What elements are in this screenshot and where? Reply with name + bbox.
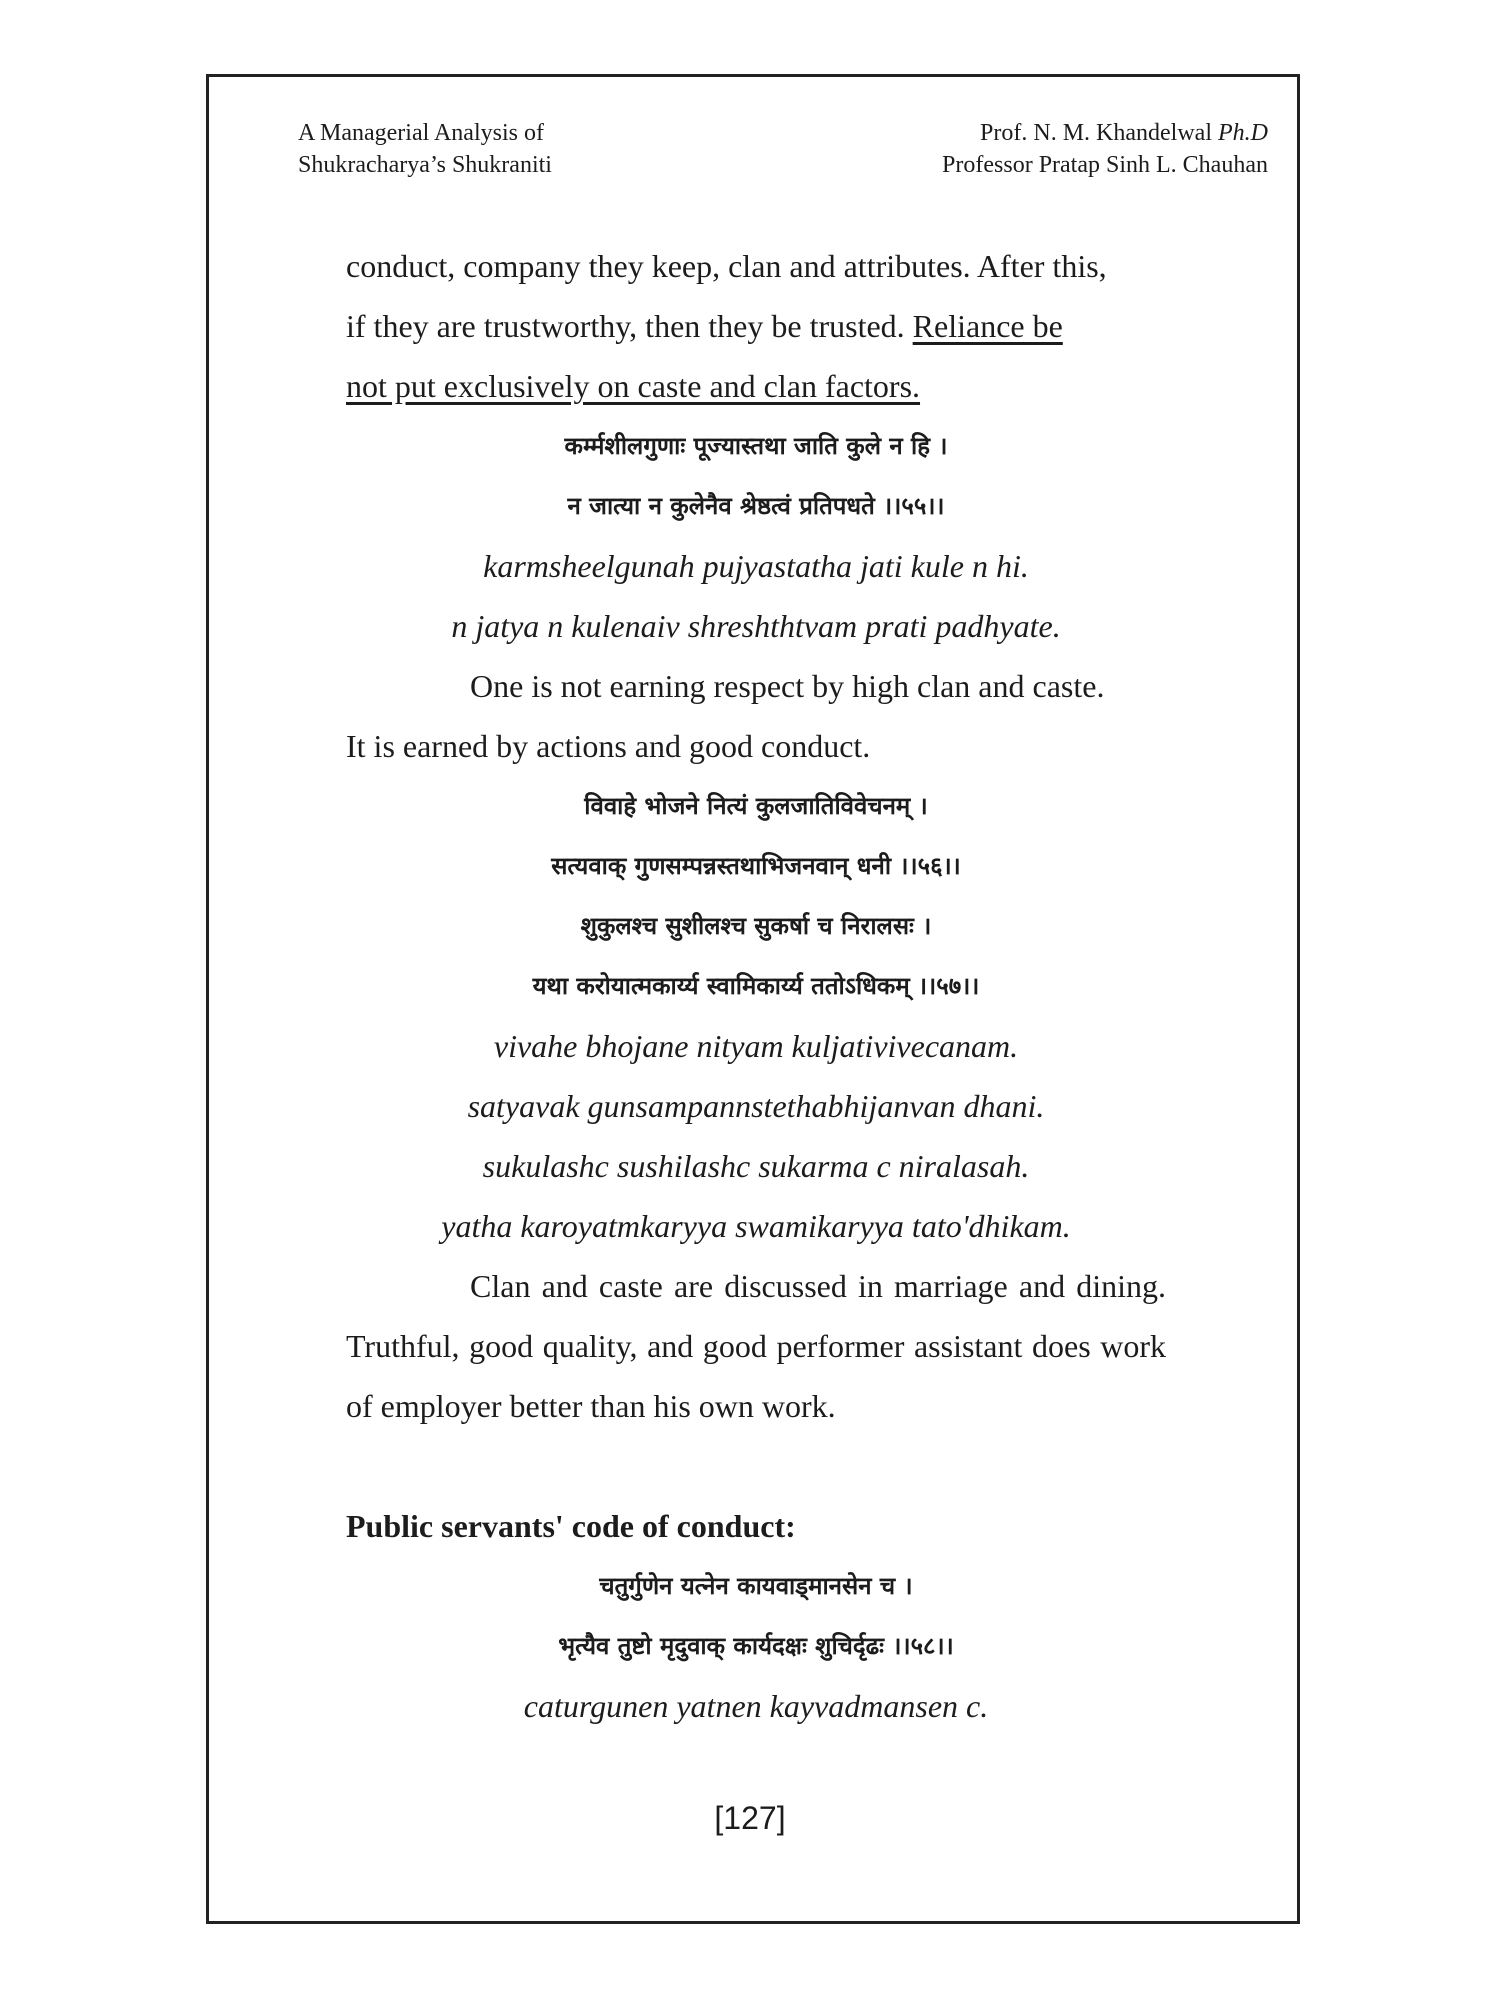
underlined-emphasis-end: not put exclusively on caste and clan factors.: [346, 368, 921, 404]
section-heading: Public servants' code of conduct:: [346, 1508, 796, 1544]
sanskrit-verse-56-57: [346, 776, 1166, 1016]
paragraph-1-line-1: conduct, company they keep, clan and attributes. After this,: [346, 248, 1107, 284]
book-title-line-2: Shukracharya’s Shukraniti: [298, 152, 552, 178]
transliteration-line: caturgunen yatnen kayvadmansen c.: [523, 1688, 989, 1724]
transliteration-line: karmsheelgunah pujyastatha jati kule n hi.: [483, 548, 1029, 584]
transliteration-58: [346, 1676, 1166, 1736]
transliteration-line: sukulashc sushilashc sukarma c niralasah.: [482, 1148, 1030, 1184]
section-gap: [346, 1436, 1166, 1496]
paragraph-1-line-2: [346, 296, 1166, 356]
paragraph-3: Clan and caste are discussed in marriage and dining. Truthful, good quality, and good performer assistant does work of employer better than his own work.: [346, 1268, 1166, 1424]
transliteration-55: [346, 536, 1166, 656]
sanskrit-verse-58: [346, 1556, 1166, 1676]
page-number: [127]: [714, 1800, 786, 1836]
sanskrit-verse-55: [346, 416, 1166, 536]
transliteration-line: vivahe bhojane nityam kuljativivecanam.: [493, 1028, 1019, 1064]
paragraph-2-line-1: One is not earning respect by high clan and caste.: [470, 668, 1105, 704]
verse-line: सत्यवाक् गुणसम्पन्नस्तथाभिजनवान् धनी ।।५६।।: [551, 852, 961, 880]
book-title-line-1: A Managerial Analysis of: [298, 120, 544, 146]
transliteration-line: yatha karoyatmkaryya swamikaryya tato'dhikam.: [441, 1208, 1071, 1244]
paragraph-2-line-2: It is earned by actions and good conduct.: [346, 728, 871, 764]
running-header-right: [942, 117, 1268, 181]
verse-line: न जात्या न कुलेनैव श्रेष्ठत्वं प्रतिपधते ।।५५।।: [567, 492, 945, 520]
paragraph-1-line-3: [346, 356, 1166, 416]
author-degree: Ph.D: [1218, 120, 1268, 146]
paragraph-1-line-2-text: if they are trustworthy, then they be trusted.: [346, 308, 913, 344]
transliteration-56-57: [346, 1016, 1166, 1256]
transliteration-line: satyavak gunsampannstethabhijanvan dhani.: [467, 1088, 1045, 1124]
verse-line: विवाहे भोजने नित्यं कुलजातिविवेचनम् ।: [584, 792, 928, 820]
page-body: [346, 236, 1166, 1736]
verse-line: शुकुलश्च सुशीलश्च सुकर्षा च निरालसः ।: [580, 912, 932, 940]
author-line-1: [942, 117, 1268, 149]
underlined-emphasis-start: Reliance be: [912, 308, 1063, 344]
author-line-2: Professor Pratap Sinh L. Chauhan: [942, 152, 1268, 178]
verse-line: भृत्यैव तुष्टो मृदुवाक् कार्यदक्षः शुचिर्दृढः ।।५८।।: [558, 1632, 954, 1660]
transliteration-line: n jatya n kulenaiv shreshthtvam prati padhyate.: [451, 608, 1061, 644]
running-header-left: [298, 117, 552, 181]
verse-line: चतुर्गुणेन यत्नेन कायवाड्मानसेन च ।: [599, 1572, 913, 1600]
verse-line: कर्म्मशीलगुणाः पूज्यास्तथा जाति कुले न हि ।: [564, 432, 948, 460]
author-name: Prof. N. M. Khandelwal: [980, 120, 1218, 146]
verse-line: यथा करोयात्मकार्य्य स्वामिकार्य्य ततोऽधिकम् ।।५७।।: [532, 972, 980, 1000]
